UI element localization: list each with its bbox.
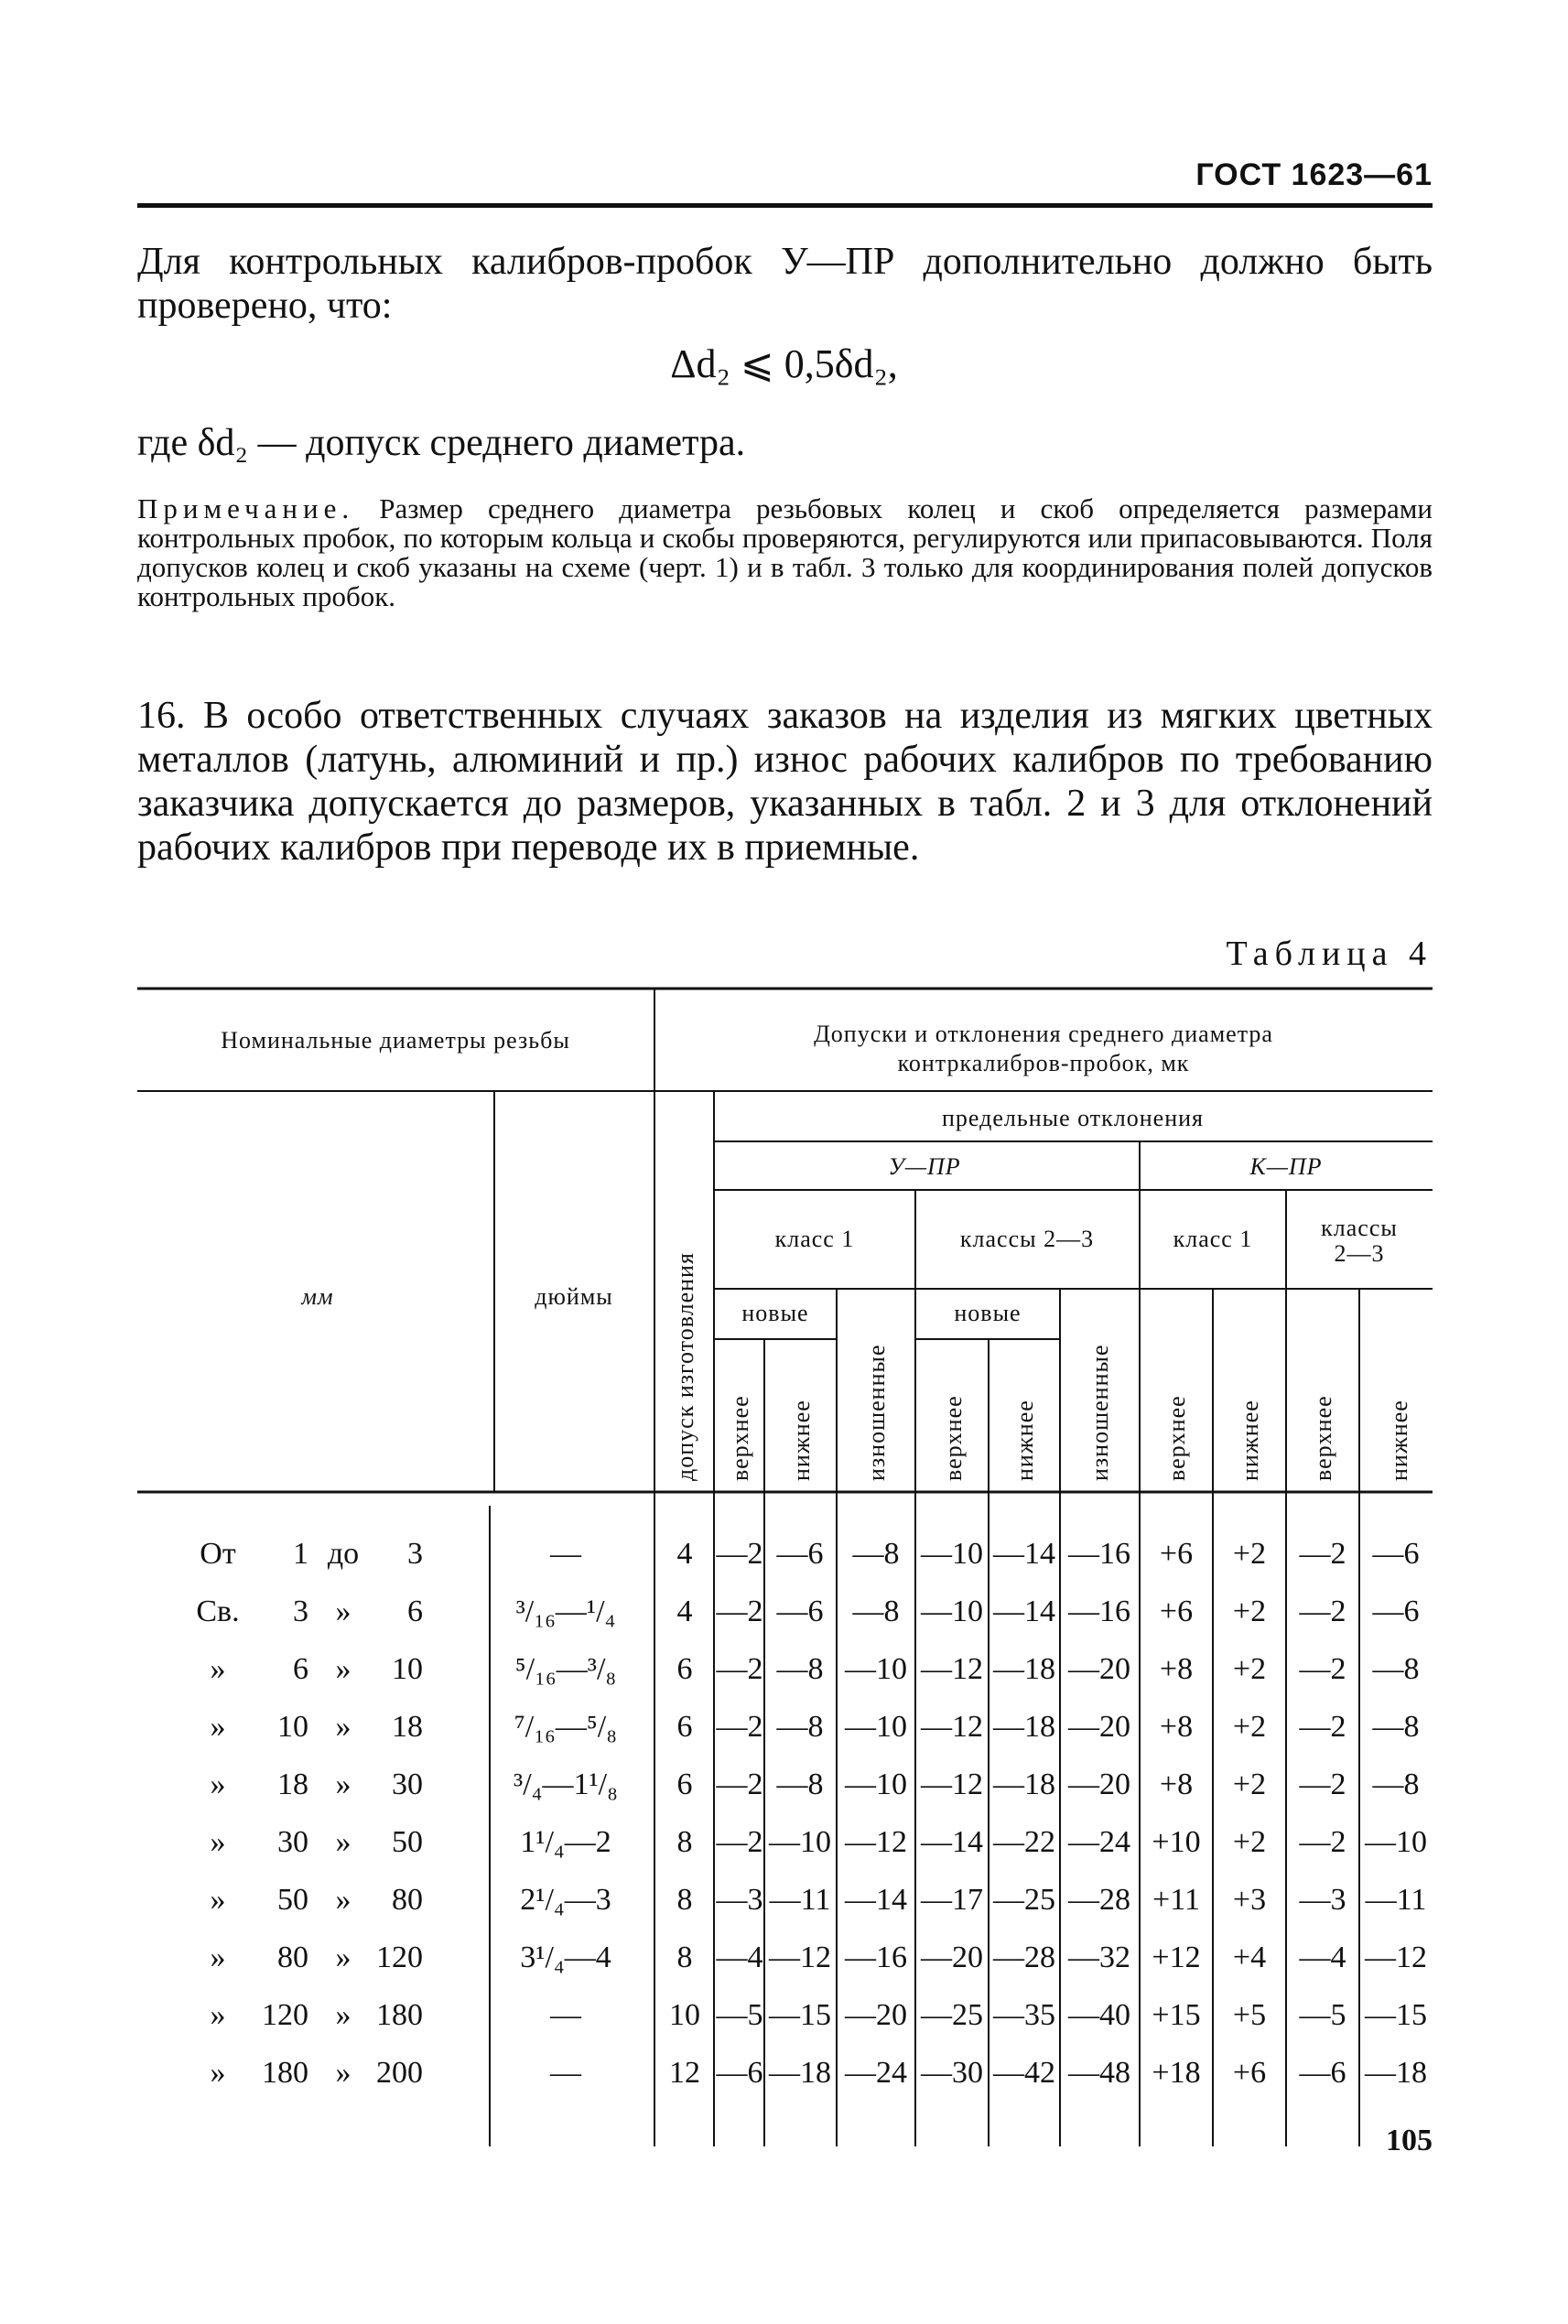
cell-tol: 6 [676, 1652, 693, 1686]
cell-tol: 4 [676, 1594, 693, 1628]
cell-deviation: —20 [1068, 1767, 1130, 1801]
cell-deviation: —17 [921, 1883, 983, 1917]
cell-deviation: —8 [776, 1710, 824, 1744]
cell-deviation: —2 [1299, 1537, 1346, 1571]
cell-from: 3 [293, 1594, 308, 1628]
cell-pre: » [210, 1825, 226, 1859]
cell-deviation: —10 [921, 1537, 983, 1571]
hdr-kpr-classes23-1: классы [1321, 1215, 1398, 1241]
cell-to: 10 [392, 1652, 423, 1686]
cell-deviation: —20 [1068, 1652, 1130, 1686]
cell-to: 180 [376, 1998, 423, 2032]
document-header: ГОСТ 1623—61 [1195, 157, 1433, 192]
cell-deviation: +10 [1152, 1825, 1201, 1859]
note-text: Размер среднего диаметра резьбовых колец и скоб определяется размерами контрольных пробок, по которым кольца и скобы проверяются, регулируются или припасовываются. Поля допусков колец и скоб указаны на схеме (черт. 1) и в табл. 3 только для координирования полей допусков контрольных пробок. [137, 492, 1433, 612]
cell-sep: » [335, 1998, 351, 2032]
cell-deviation: —42 [993, 2056, 1055, 2090]
cell-deviation: —6 [1372, 1594, 1420, 1628]
cell-sep: » [335, 2056, 351, 2090]
cell-from: 80 [277, 1940, 308, 1974]
cell-inch: ⁷/₁₆—⁵/₈ [514, 1710, 618, 1744]
cell-to: 50 [392, 1825, 423, 1859]
hdr-worn-1: изношенные [863, 1344, 890, 1481]
cell-deviation: —3 [716, 1883, 763, 1917]
cell-deviation: —30 [921, 2056, 983, 2090]
cell-inch: — [550, 1998, 581, 2032]
cell-to: 3 [407, 1537, 423, 1571]
cell-deviation: —24 [1068, 1825, 1130, 1859]
hdr-worn-2: изношенные [1087, 1344, 1113, 1481]
cell-deviation: —14 [993, 1594, 1055, 1628]
hdr-lower-1: нижнее [788, 1400, 815, 1481]
hdr-manufacturing-tolerance: допуск изготовления [672, 1252, 698, 1481]
cell-deviation: —12 [921, 1652, 983, 1686]
cell-deviation: —18 [993, 1652, 1055, 1686]
hdr-limit-deviations: предельные отклонения [941, 1105, 1205, 1131]
cell-deviation: —12 [769, 1940, 831, 1974]
cell-from: 180 [262, 2056, 308, 2090]
cell-deviation: —20 [1068, 1710, 1130, 1744]
cell-from: 18 [277, 1767, 308, 1801]
cell-deviation: —18 [1365, 2056, 1427, 2090]
hdr-inches: дюймы [535, 1283, 613, 1310]
cell-sep: » [335, 1710, 351, 1744]
cell-from: 1 [293, 1537, 308, 1571]
cell-deviation: —3 [1299, 1883, 1346, 1917]
cell-deviation: —4 [716, 1940, 763, 1974]
hdr-tolerances-1: Допуски и отклонения среднего диаметра [814, 1021, 1273, 1047]
cell-deviation: —2 [716, 1767, 763, 1801]
cell-deviation: —11 [1365, 1883, 1427, 1917]
cell-deviation: —16 [1068, 1594, 1130, 1628]
cell-pre: От [200, 1537, 236, 1571]
cell-deviation: —16 [845, 1940, 907, 1974]
cell-from: 30 [277, 1825, 308, 1859]
hdr-new-1: новые [741, 1300, 809, 1326]
cell-deviation: —6 [1299, 2056, 1346, 2090]
cell-deviation: —2 [716, 1710, 763, 1744]
cell-deviation: —2 [1299, 1594, 1346, 1628]
cell-deviation: —16 [1068, 1537, 1130, 1571]
hdr-lower-4: нижнее [1386, 1400, 1412, 1481]
cell-tol: 8 [676, 1883, 693, 1917]
cell-inch: 3¹/₄—4 [520, 1940, 611, 1974]
cell-sep: » [335, 1825, 351, 1859]
cell-deviation: —12 [921, 1767, 983, 1801]
cell-deviation: —8 [1372, 1652, 1420, 1686]
paragraph-16: 16. В особо ответственных случаях заказов на изделия из мягких цветных металлов (латунь, алюминий и пр.) износ рабочих калибров по требованию заказчика допускается до размеров, указанных в табл. 2 и 3 для отклонений рабочих калибров при переводе их в приемные. [137, 695, 1433, 869]
hdr-upper-4: верхнее [1310, 1395, 1336, 1481]
cell-deviation: —2 [716, 1825, 763, 1859]
cell-pre: » [210, 1652, 226, 1686]
note-title: Примечание. [137, 492, 355, 524]
cell-to: 18 [392, 1710, 423, 1744]
cell-sep: » [335, 1940, 351, 1974]
hdr-upper-2: верхнее [940, 1395, 967, 1481]
cell-deviation: —20 [921, 1940, 983, 1974]
cell-tol: 6 [676, 1710, 693, 1744]
cell-deviation: +2 [1232, 1825, 1267, 1859]
cell-deviation: —18 [993, 1767, 1055, 1801]
cell-deviation: +15 [1152, 1998, 1201, 2032]
cell-pre: » [210, 1883, 226, 1917]
cell-from: 6 [293, 1652, 308, 1686]
cell-deviation: +6 [1159, 1594, 1194, 1628]
cell-tol: 10 [669, 1998, 700, 2032]
cell-pre: » [210, 1940, 226, 1974]
cell-deviation: —28 [993, 1940, 1055, 1974]
cell-deviation: —35 [993, 1998, 1055, 2032]
cell-inch: ⁵/₁₆—³/₈ [514, 1652, 617, 1686]
cell-deviation: —18 [769, 2056, 831, 2090]
cell-deviation: —2 [1299, 1652, 1346, 1686]
hdr-upr: У—ПР [888, 1153, 961, 1180]
cell-deviation: —6 [716, 2056, 763, 2090]
cell-pre: » [210, 1998, 226, 2032]
cell-deviation: —48 [1068, 2056, 1130, 2090]
cell-deviation: —40 [1068, 1998, 1130, 2032]
hdr-tolerances-2: контркалибров-пробок, мк [897, 1050, 1190, 1076]
cell-inch: 1¹/₄—2 [520, 1825, 611, 1859]
cell-deviation: +6 [1159, 1537, 1194, 1571]
cell-deviation: +2 [1232, 1652, 1267, 1686]
cell-deviation: —10 [769, 1825, 831, 1859]
hdr-kpr: К—ПР [1249, 1153, 1323, 1180]
cell-deviation: —2 [716, 1652, 763, 1686]
cell-sep: » [335, 1652, 351, 1686]
cell-deviation: +5 [1232, 1998, 1267, 2032]
cell-inch: 2¹/₄—3 [520, 1883, 611, 1917]
cell-sep: » [335, 1594, 351, 1628]
cell-deviation: —2 [716, 1594, 763, 1628]
cell-deviation: —8 [776, 1767, 824, 1801]
cell-tol: 12 [669, 2056, 700, 2090]
cell-to: 30 [392, 1767, 423, 1801]
cell-deviation: +4 [1232, 1940, 1267, 1974]
cell-deviation: —8 [1372, 1710, 1420, 1744]
cell-deviation: +6 [1232, 2056, 1267, 2090]
cell-deviation: —10 [845, 1710, 907, 1744]
cell-deviation: +11 [1152, 1883, 1200, 1917]
cell-tol: 4 [676, 1537, 693, 1571]
cell-deviation: —28 [1068, 1883, 1130, 1917]
cell-deviation: —2 [1299, 1767, 1346, 1801]
table-body [196, 1537, 1427, 2090]
cell-inch: — [550, 1537, 581, 1571]
cell-deviation: —10 [921, 1594, 983, 1628]
intro-paragraph: Для контрольных калибров-пробок У—ПР дополнительно должно быть проверено, что: [137, 241, 1433, 327]
cell-deviation: +3 [1232, 1883, 1267, 1917]
cell-deviation: +2 [1232, 1767, 1267, 1801]
hdr-upr-classes23: классы 2—3 [959, 1226, 1095, 1252]
cell-pre: » [210, 1710, 226, 1744]
cell-from: 50 [277, 1883, 308, 1917]
hdr-kpr-classes23-2: 2—3 [1334, 1240, 1385, 1267]
cell-inch: ³/₄—1¹/₈ [514, 1767, 618, 1801]
cell-deviation: —10 [845, 1767, 907, 1801]
cell-deviation: +8 [1159, 1652, 1194, 1686]
cell-pre: » [210, 1767, 226, 1801]
page-number: 105 [1386, 2124, 1433, 2157]
cell-to: 6 [407, 1594, 423, 1628]
cell-deviation: —4 [1299, 1940, 1346, 1974]
hdr-kpr-class1: класс 1 [1173, 1226, 1253, 1252]
cell-deviation: —6 [1372, 1537, 1420, 1571]
cell-deviation: —2 [1299, 1710, 1346, 1744]
cell-deviation: +18 [1152, 2056, 1201, 2090]
where-line: где δd₂ — допуск среднего диаметра. [137, 422, 746, 464]
cell-tol: 8 [676, 1940, 693, 1974]
hdr-upper-1: верхнее [727, 1395, 753, 1481]
hdr-mm: мм [301, 1283, 334, 1310]
cell-deviation: —18 [993, 1710, 1055, 1744]
cell-deviation: —20 [845, 1998, 907, 2032]
cell-inch: ³/₁₆—¹/₄ [515, 1594, 616, 1628]
cell-to: 200 [376, 2056, 423, 2090]
hdr-lower-3: нижнее [1237, 1400, 1263, 1481]
formula: Δd₂ ⩽ 0,5δd₂, [670, 341, 898, 386]
cell-deviation: +12 [1152, 1940, 1201, 1974]
table-caption: Таблица 4 [1226, 935, 1433, 973]
cell-deviation: +2 [1232, 1537, 1267, 1571]
cell-deviation: —12 [1365, 1940, 1427, 1974]
cell-deviation: —2 [1299, 1825, 1346, 1859]
cell-to: 120 [376, 1940, 423, 1974]
cell-deviation: —5 [716, 1998, 763, 2032]
cell-sep: » [335, 1767, 351, 1801]
cell-deviation: —6 [776, 1594, 824, 1628]
cell-deviation: —24 [845, 2056, 907, 2090]
hdr-upper-3: верхнее [1163, 1395, 1190, 1481]
cell-inch: — [550, 2056, 581, 2090]
cell-pre: Св. [196, 1594, 240, 1628]
cell-deviation: —22 [993, 1825, 1055, 1859]
hdr-lower-2: нижнее [1011, 1400, 1038, 1481]
hdr-new-2: новые [954, 1300, 1022, 1326]
cell-deviation: —5 [1299, 1998, 1346, 2032]
cell-deviation: —8 [776, 1652, 824, 1686]
cell-tol: 6 [676, 1767, 693, 1801]
cell-deviation: —32 [1068, 1940, 1130, 1974]
cell-deviation: —11 [769, 1883, 831, 1917]
cell-deviation: —6 [776, 1537, 824, 1571]
cell-deviation: —25 [921, 1998, 983, 2032]
cell-deviation: +2 [1232, 1710, 1267, 1744]
cell-pre: » [210, 2056, 226, 2090]
cell-deviation: +2 [1232, 1594, 1267, 1628]
cell-deviation: —10 [1365, 1825, 1427, 1859]
cell-deviation: —8 [852, 1594, 900, 1628]
cell-deviation: +8 [1159, 1710, 1194, 1744]
cell-from: 10 [277, 1710, 308, 1744]
cell-deviation: —8 [852, 1537, 900, 1571]
cell-deviation: —14 [993, 1537, 1055, 1571]
cell-deviation: —12 [921, 1710, 983, 1744]
cell-deviation: —2 [716, 1537, 763, 1571]
cell-deviation: —14 [845, 1883, 907, 1917]
cell-deviation: —25 [993, 1883, 1055, 1917]
cell-from: 120 [262, 1998, 308, 2032]
cell-deviation: —15 [769, 1998, 831, 2032]
cell-deviation: —15 [1365, 1998, 1427, 2032]
cell-deviation: —10 [845, 1652, 907, 1686]
cell-sep: до [327, 1537, 360, 1571]
hdr-nominal: Номинальные диаметры резьбы [221, 1027, 570, 1054]
cell-tol: 8 [676, 1825, 693, 1859]
cell-sep: » [335, 1883, 351, 1917]
hdr-upr-class1: класс 1 [774, 1226, 855, 1252]
cell-deviation: —8 [1372, 1767, 1420, 1801]
cell-deviation: +8 [1159, 1767, 1194, 1801]
cell-deviation: —14 [921, 1825, 983, 1859]
cell-deviation: —12 [845, 1825, 907, 1859]
cell-to: 80 [392, 1883, 423, 1917]
